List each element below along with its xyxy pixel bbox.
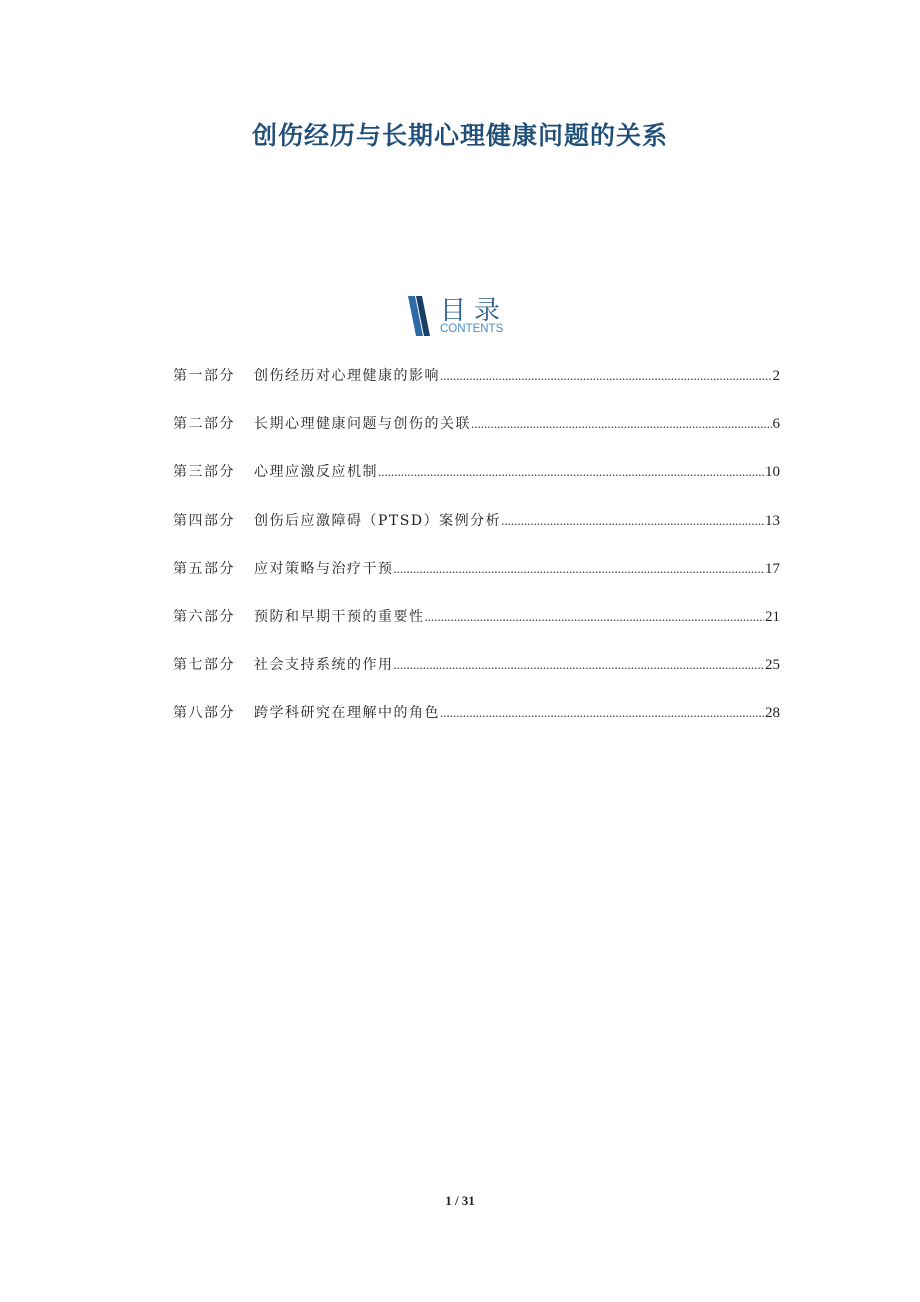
toc-page-number: 25 [765,657,780,674]
toc-dot-leader [394,559,765,579]
document-title: 创伤经历与长期心理健康问题的关系 [251,121,668,150]
toc-part-label: 第七部分 [173,657,235,674]
toc-page-number: 28 [765,705,780,722]
toc-dot-leader [501,511,764,531]
toc-page-number: 10 [765,464,780,481]
toc-entry-title: 跨学科研究在理解中的角色 [254,705,440,722]
toc-part-label: 第一部分 [173,368,235,384]
toc-logo-icon [406,294,432,338]
toc-entry-title: 长期心理健康问题与创伤的关联 [254,416,471,433]
toc-part-label: 第六部分 [173,608,235,625]
toc-page-number: 21 [765,608,780,625]
toc-entry-title: 预防和早期干预的重要性 [254,608,425,625]
toc-page-number: 13 [765,512,780,529]
toc-dot-leader [378,462,764,482]
toc-entry-title: 创伤后应激障碍（PTSD）案例分析 [254,512,502,529]
toc-entry-7[interactable] [173,655,780,703]
toc-heading-en: CONTENTS [440,323,504,335]
toc-entry-title: 心理应激反应机制 [254,464,378,481]
toc-entry-6[interactable] [173,607,780,655]
toc-entry-5[interactable] [173,559,780,607]
toc-part-label: 第八部分 [173,705,235,722]
toc-page-number: 17 [765,560,780,577]
toc-entry-3[interactable] [173,462,780,510]
toc-dot-leader [425,607,765,627]
toc-header [406,292,526,340]
toc-list [173,366,780,752]
toc-page-number: 2 [772,368,780,384]
toc-entry-2[interactable] [173,414,780,462]
toc-heading: 目录 [440,296,509,326]
toc-part-label: 第五部分 [173,560,235,577]
toc-dot-leader [440,703,764,723]
toc-entry-title: 社会支持系统的作用 [254,657,394,674]
toc-dot-leader [471,414,772,434]
toc-entry-title: 创伤经历对心理健康的影响 [254,368,440,384]
page-indicator: 1 / 31 [445,1193,475,1208]
toc-dot-leader [440,366,772,386]
toc-page-number: 6 [772,416,780,433]
toc-entry-title: 应对策略与治疗干预 [254,560,394,577]
toc-part-label: 第三部分 [173,464,235,481]
toc-part-label: 第四部分 [173,512,235,529]
toc-dot-leader [394,655,765,675]
toc-entry-4[interactable] [173,511,780,559]
toc-entry-1[interactable] [173,366,780,414]
toc-entry-8[interactable] [173,703,780,751]
toc-part-label: 第二部分 [173,416,235,433]
